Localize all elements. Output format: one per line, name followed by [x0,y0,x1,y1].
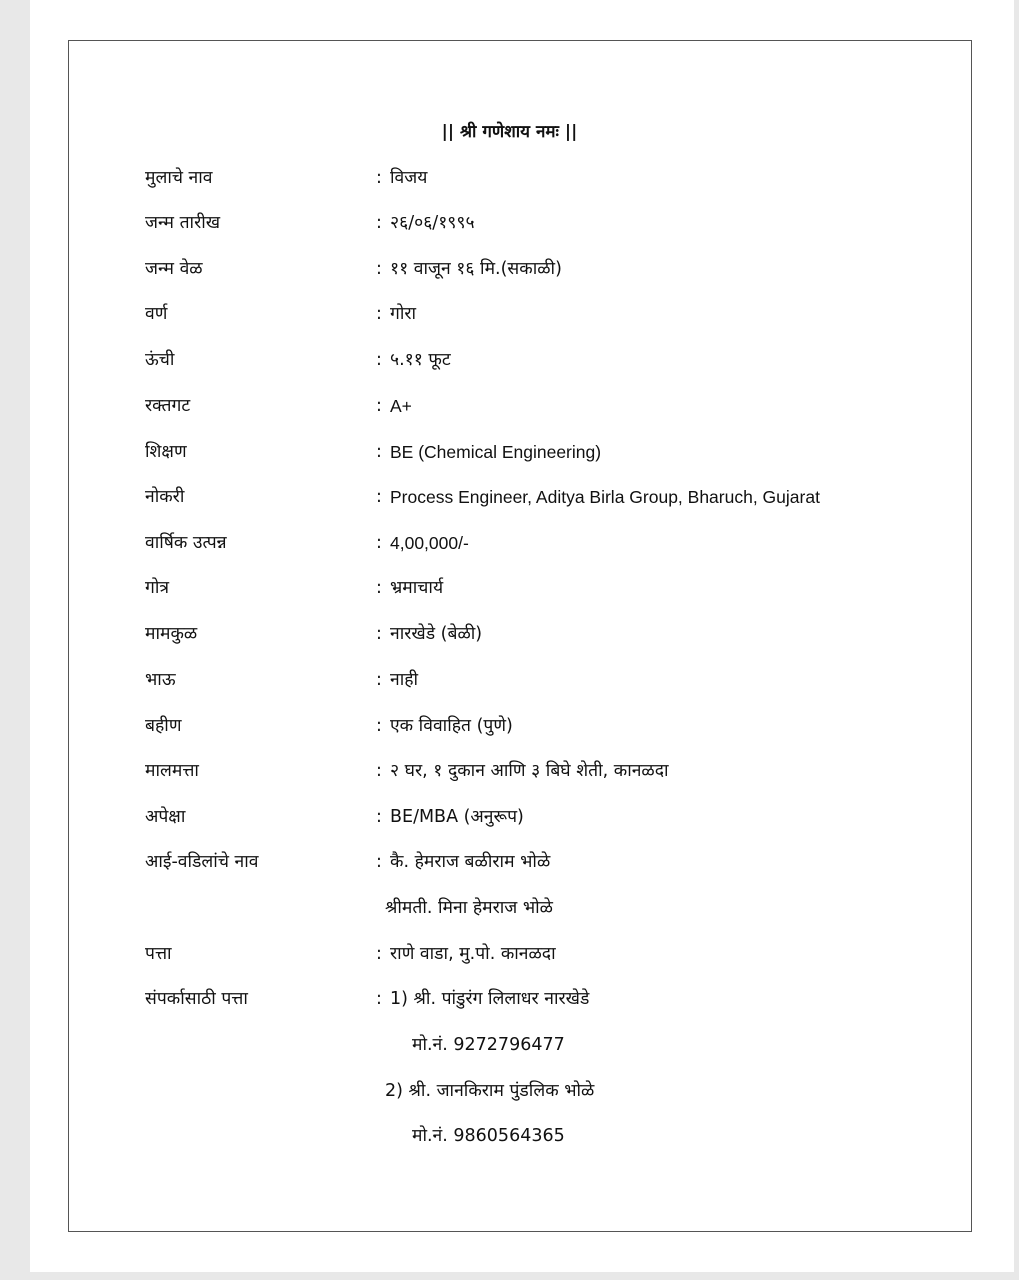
field-label: गोत्र [145,578,170,598]
field-separator: : [376,396,382,416]
field-label: मामकुळ [145,624,198,644]
field-row-parents-name-cont [0,895,1019,921]
field-row-education [0,439,1019,465]
field-row-parents-name [0,849,1019,875]
field-label: ऊंची [145,350,175,370]
field-value: BE/MBA (अनुरूप) [390,807,524,827]
field-value: एक विवाहित (पुणे) [390,716,513,736]
field-separator: : [376,716,382,736]
contact-phone-row-2 [0,1123,1019,1149]
field-separator: : [376,533,382,553]
field-label: नोकरी [145,487,185,507]
field-separator: : [376,670,382,690]
field-row-mamkul [0,621,1019,647]
field-separator: : [376,304,382,324]
field-separator: : [376,807,382,827]
field-value: २ घर, १ दुकान आणि ३ बिघे शेती, कानळदा [390,761,669,781]
field-row-expectation [0,804,1019,830]
field-label: पत्ता [145,944,172,964]
field-value: Process Engineer, Aditya Birla Group, Bharuch, Gujarat [390,487,820,507]
field-label: आई-वडिलांचे नाव [145,852,259,872]
field-row-height [0,347,1019,373]
field-value: ११ वाजून १६ मि.(सकाळी) [390,259,562,279]
field-value-continued: श्रीमती. मिना हेमराज भोळे [385,898,553,918]
field-label: मालमत्ता [145,761,199,781]
field-row-gotra [0,575,1019,601]
field-value: राणे वाडा, मु.पो. कानळदा [390,944,556,964]
contact-name: 2) श्री. जानकिराम पुंडलिक भोळे [385,1081,595,1101]
field-separator: : [376,578,382,598]
field-separator: : [376,168,382,188]
field-value: २६/०६/१९९५ [390,213,475,233]
field-value: कै. हेमराज बळीराम भोळे [390,852,551,872]
contact-phone-row-1 [0,1032,1019,1058]
field-value: ५.११ फूट [390,350,451,370]
contact-phone: मो.नं. 9860564365 [412,1126,565,1146]
contact-phone: मो.नं. 9272796477 [412,1035,565,1055]
invocation-heading: || श्री गणेशाय नमः || [441,122,578,142]
field-value: BE (Chemical Engineering) [390,442,602,462]
field-value: नाही [390,670,419,690]
field-value: नारखेडे (बेळी) [390,624,483,644]
field-separator: : [376,213,382,233]
field-row-birth-time [0,256,1019,282]
field-separator: : [376,944,382,964]
field-separator: : [376,761,382,781]
field-label: जन्म वेळ [145,259,203,279]
field-separator: : [376,350,382,370]
field-label: वार्षिक उत्पन्न [145,533,227,553]
field-row-job [0,484,1019,510]
field-separator: : [376,487,382,507]
field-label: बहीण [145,716,182,736]
field-row-blood-group [0,393,1019,419]
field-separator: : [376,852,382,872]
field-separator: : [376,259,382,279]
field-row-boy-name [0,165,1019,191]
field-row-address [0,941,1019,967]
field-label: वर्ण [145,304,168,324]
field-row-annual-income [0,530,1019,556]
field-label: अपेक्षा [145,807,186,827]
field-value: विजय [390,168,428,188]
field-separator: : [376,624,382,644]
field-row-brother [0,667,1019,693]
field-label: रक्तगट [145,396,191,416]
contact-row-1 [0,986,1019,1012]
field-value: 4,00,000/- [390,533,469,553]
field-value: गोरा [390,304,417,324]
field-separator: : [376,442,382,462]
field-row-property [0,758,1019,784]
field-label: भाऊ [145,670,176,690]
contact-name: 1) श्री. पांडुरंग लिलाधर नारखेडे [390,989,590,1009]
field-label: शिक्षण [145,442,187,462]
field-value: भ्रमाचार्य [390,578,444,598]
field-row-birth-date [0,210,1019,236]
field-row-sister [0,713,1019,739]
field-row-complexion [0,301,1019,327]
field-label: जन्म तारीख [145,213,221,233]
field-label: मुलाचे नाव [145,168,213,188]
field-value: A+ [390,396,412,416]
field-separator: : [376,989,382,1009]
contact-row-2 [0,1078,1019,1104]
contact-label: संपर्कासाठी पत्ता [145,989,248,1009]
